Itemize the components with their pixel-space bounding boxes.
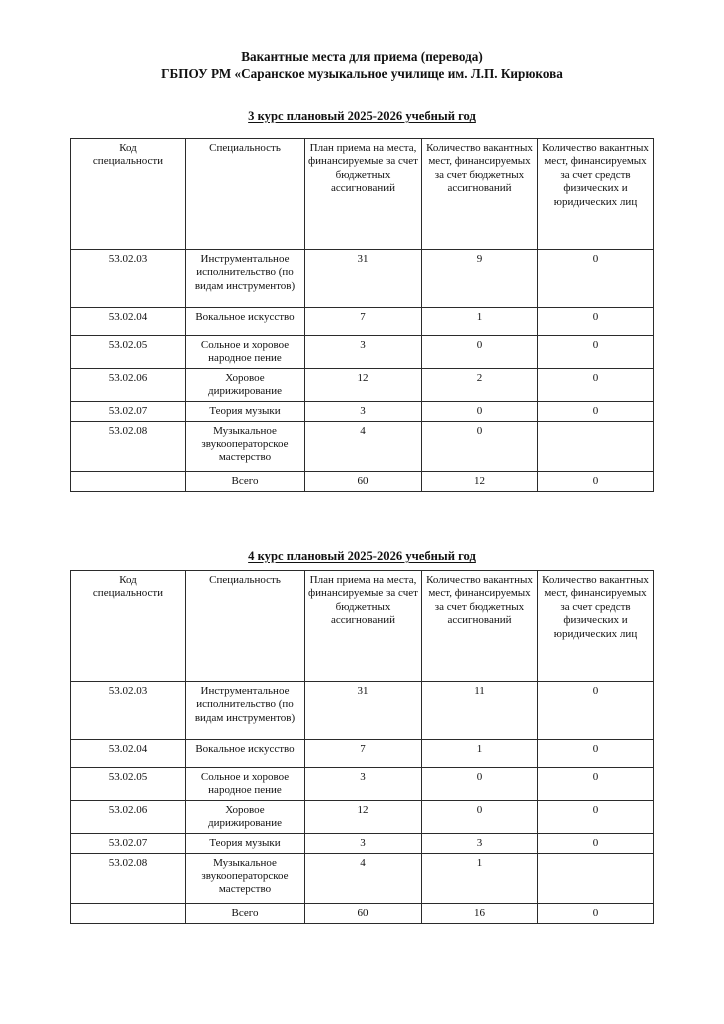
cell-vacant-private: 0 bbox=[538, 682, 654, 740]
cell-code: 53.02.07 bbox=[71, 833, 186, 853]
column-header-vacant-budget: Количество вакантных мест, финансируемых за счет бюджетных ассигнований bbox=[422, 571, 538, 682]
section-2-table-wrap bbox=[0, 570, 724, 924]
cell-vacant-private: 0 bbox=[538, 368, 654, 401]
cell-vacant-budget: 2 bbox=[422, 368, 538, 401]
table-row bbox=[71, 740, 654, 768]
cell-specialty: Сольное и хоровое народное пение bbox=[186, 336, 305, 369]
table-row bbox=[71, 421, 654, 471]
cell-vacant-budget: 0 bbox=[422, 768, 538, 801]
table-row bbox=[71, 368, 654, 401]
cell-plan: 7 bbox=[305, 740, 422, 768]
cell-vacant-budget: 11 bbox=[422, 682, 538, 740]
cell-vacant-budget: 1 bbox=[422, 308, 538, 336]
cell-total-vacant-private: 0 bbox=[538, 903, 654, 923]
cell-specialty: Хоровое дирижирование bbox=[186, 368, 305, 401]
cell-code: 53.02.06 bbox=[71, 800, 186, 833]
column-header-plan: План приема на места, финансируемые за счет бюджетных ассигнований bbox=[305, 571, 422, 682]
column-header-specialty: Специальность bbox=[186, 139, 305, 250]
cell-specialty: Сольное и хоровое народное пение bbox=[186, 768, 305, 801]
cell-code: 53.02.04 bbox=[71, 308, 186, 336]
table-total-row bbox=[71, 903, 654, 923]
cell-vacant-private: 0 bbox=[538, 401, 654, 421]
column-header-code-line-2: специальности bbox=[92, 155, 164, 168]
cell-vacant-budget: 3 bbox=[422, 833, 538, 853]
table-row bbox=[71, 250, 654, 308]
cell-vacant-private: 0 bbox=[538, 308, 654, 336]
table-header bbox=[71, 139, 654, 250]
cell-total-plan: 60 bbox=[305, 903, 422, 923]
cell-code: 53.02.08 bbox=[71, 853, 186, 903]
cell-vacant-budget: 0 bbox=[422, 800, 538, 833]
cell-specialty: Инструментальное исполнительство (по видам инструментов) bbox=[186, 250, 305, 308]
section-1-table-wrap bbox=[0, 138, 724, 492]
table-row bbox=[71, 682, 654, 740]
section-2-heading-wrap bbox=[0, 548, 724, 564]
table-row bbox=[71, 853, 654, 903]
column-header-specialty: Специальность bbox=[186, 571, 305, 682]
cell-total-vacant-budget: 12 bbox=[422, 471, 538, 491]
section-heading-3-kurs: 3 курс плановый 2025-2026 учебный год bbox=[248, 109, 476, 123]
cell-vacant-budget: 0 bbox=[422, 401, 538, 421]
cell-plan: 3 bbox=[305, 768, 422, 801]
cell-plan: 4 bbox=[305, 421, 422, 471]
cell-total-label: Всего bbox=[186, 471, 305, 491]
table-row bbox=[71, 768, 654, 801]
cell-plan: 4 bbox=[305, 853, 422, 903]
cell-total-vacant-budget: 16 bbox=[422, 903, 538, 923]
vacancy-table-3-kurs bbox=[70, 138, 654, 492]
cell-specialty: Инструментальное исполнительство (по видам инструментов) bbox=[186, 682, 305, 740]
column-header-vacant-private: Количество вакантных мест, финансируемых за счет средств физических и юридических лиц bbox=[538, 571, 654, 682]
cell-vacant-budget: 1 bbox=[422, 740, 538, 768]
cell-code: 53.02.07 bbox=[71, 401, 186, 421]
cell-specialty: Теория музыки bbox=[186, 401, 305, 421]
cell-plan: 3 bbox=[305, 336, 422, 369]
cell-plan: 12 bbox=[305, 368, 422, 401]
cell-code: 53.02.05 bbox=[71, 336, 186, 369]
cell-code: 53.02.06 bbox=[71, 368, 186, 401]
cell-vacant-private: 0 bbox=[538, 336, 654, 369]
column-header-plan: План приема на места, финансируемые за счет бюджетных ассигнований bbox=[305, 139, 422, 250]
cell-total-plan: 60 bbox=[305, 471, 422, 491]
column-header-code-line-2: специальности bbox=[92, 587, 164, 600]
vacancy-table-4-kurs bbox=[70, 570, 654, 924]
cell-plan: 12 bbox=[305, 800, 422, 833]
cell-code: 53.02.05 bbox=[71, 768, 186, 801]
cell-plan: 7 bbox=[305, 308, 422, 336]
column-header-code bbox=[71, 139, 186, 250]
document-title-line-1: Вакантные места для приема (перевода) bbox=[241, 49, 483, 64]
cell-code bbox=[71, 903, 186, 923]
table-total-row bbox=[71, 471, 654, 491]
cell-total-vacant-private: 0 bbox=[538, 471, 654, 491]
section-heading-4-kurs: 4 курс плановый 2025-2026 учебный год bbox=[248, 549, 476, 563]
cell-vacant-private: 0 bbox=[538, 768, 654, 801]
cell-vacant-budget: 0 bbox=[422, 421, 538, 471]
cell-plan: 3 bbox=[305, 833, 422, 853]
cell-specialty: Хоровое дирижирование bbox=[186, 800, 305, 833]
cell-plan: 31 bbox=[305, 682, 422, 740]
cell-code: 53.02.08 bbox=[71, 421, 186, 471]
cell-specialty: Музыкальное звукооператорское мастерство bbox=[186, 421, 305, 471]
cell-specialty: Музыкальное звукооператорское мастерство bbox=[186, 853, 305, 903]
cell-vacant-budget: 9 bbox=[422, 250, 538, 308]
cell-vacant-private: 0 bbox=[538, 833, 654, 853]
table-row bbox=[71, 336, 654, 369]
column-header-code bbox=[71, 571, 186, 682]
cell-specialty: Вокальное искусство bbox=[186, 308, 305, 336]
cell-vacant-private: 0 bbox=[538, 800, 654, 833]
table-row bbox=[71, 401, 654, 421]
cell-vacant-private: 0 bbox=[538, 740, 654, 768]
column-header-vacant-budget: Количество вакантных мест, финансируемых за счет бюджетных ассигнований bbox=[422, 139, 538, 250]
column-header-code-line-1: Код bbox=[119, 142, 137, 154]
table-header-row bbox=[71, 571, 654, 682]
table-body bbox=[71, 250, 654, 492]
column-header-vacant-private: Количество вакантных мест, финансируемых за счет средств физических и юридических лиц bbox=[538, 139, 654, 250]
cell-total-label: Всего bbox=[186, 903, 305, 923]
cell-vacant-budget: 0 bbox=[422, 336, 538, 369]
cell-vacant-private bbox=[538, 853, 654, 903]
table-header-row bbox=[71, 139, 654, 250]
cell-code: 53.02.03 bbox=[71, 250, 186, 308]
cell-vacant-budget: 1 bbox=[422, 853, 538, 903]
table-header bbox=[71, 571, 654, 682]
column-header-code-line-1: Код bbox=[119, 574, 137, 586]
section-1-heading-wrap bbox=[0, 108, 724, 124]
cell-code: 53.02.04 bbox=[71, 740, 186, 768]
cell-vacant-private bbox=[538, 421, 654, 471]
cell-plan: 31 bbox=[305, 250, 422, 308]
table-row bbox=[71, 800, 654, 833]
cell-code: 53.02.03 bbox=[71, 682, 186, 740]
table-row bbox=[71, 833, 654, 853]
document-title-line-2: ГБПОУ РМ «Саранское музыкальное училище им. Л.П. Кирюкова bbox=[161, 66, 563, 81]
cell-code bbox=[71, 471, 186, 491]
table-body bbox=[71, 682, 654, 924]
cell-plan: 3 bbox=[305, 401, 422, 421]
cell-specialty: Теория музыки bbox=[186, 833, 305, 853]
cell-specialty: Вокальное искусство bbox=[186, 740, 305, 768]
cell-vacant-private: 0 bbox=[538, 250, 654, 308]
table-row bbox=[71, 308, 654, 336]
